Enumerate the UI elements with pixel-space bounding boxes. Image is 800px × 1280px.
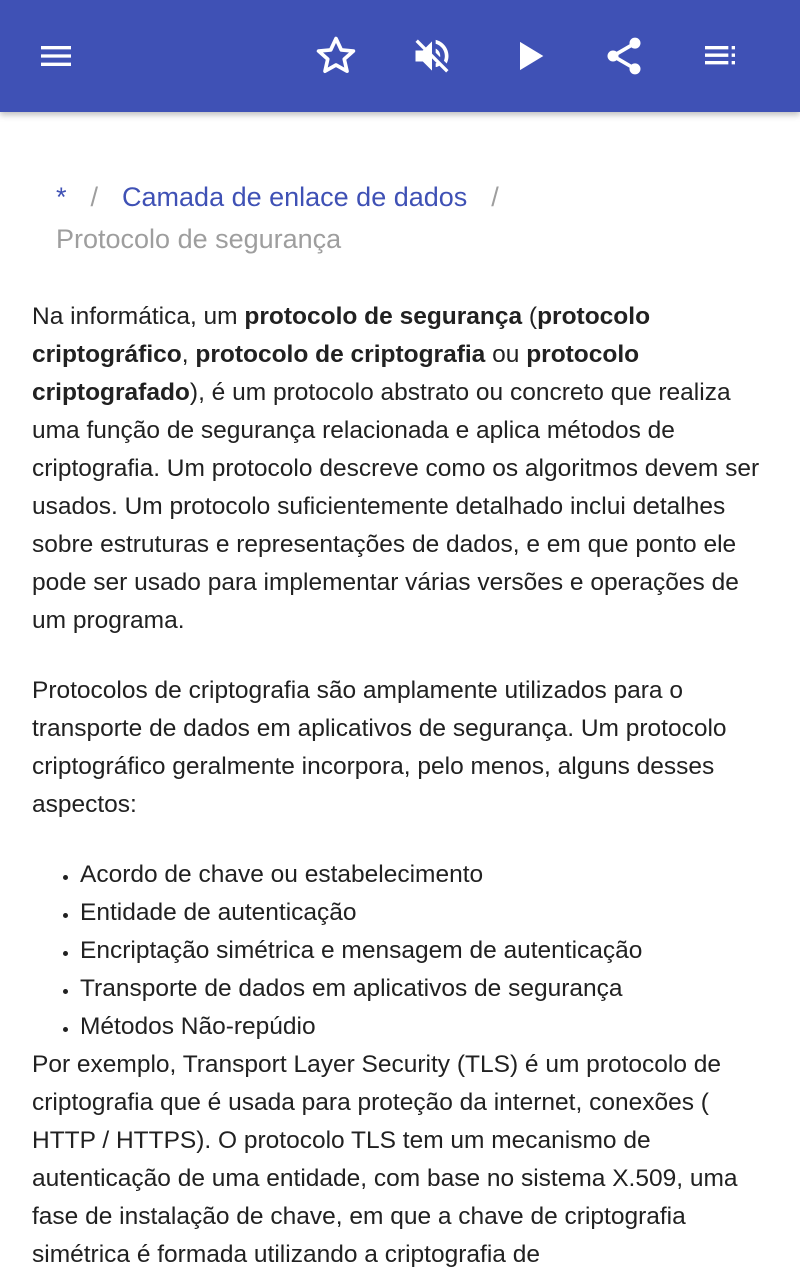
breadcrumb-root-link[interactable]: * xyxy=(56,182,67,212)
list-item: • Métodos Não-repúdio xyxy=(80,1008,772,1046)
share-button[interactable] xyxy=(596,28,652,84)
bold-term: protocolo de segurança xyxy=(244,303,523,330)
bold-term: protocolo de criptografia xyxy=(195,341,486,368)
list-item: • Encriptação simétrica e mensagem de autenticação xyxy=(80,932,772,970)
menu-button[interactable] xyxy=(28,28,84,84)
text-run: , xyxy=(181,341,196,368)
paragraph-example: Por exemplo, Transport Layer Security (TLS) é um protocolo de criptografia que é usada para proteção da internet, conexões ( HTTP / HTTPS). O protocolo TLS tem um mecanismo de autenticação de uma entidade, com base no sistema X.509, uma fase de instalação de chave, em que a chave de criptografia simétrica é formada utilizando a criptografia de xyxy=(32,1051,738,1268)
list-item: • Transporte de dados em aplicativos de segurança xyxy=(80,970,772,1008)
text-run: ou xyxy=(485,341,527,368)
list-item: • Acordo de chave ou estabelecimento xyxy=(80,856,772,894)
text-run: Na informática, um xyxy=(32,303,245,330)
bookmark-button[interactable] xyxy=(308,28,364,84)
play-icon xyxy=(510,36,550,76)
aspects-list xyxy=(32,856,772,1046)
share-icon xyxy=(602,34,646,78)
star-outline-icon xyxy=(314,34,358,78)
breadcrumb-current: Protocolo de segurança xyxy=(56,224,342,254)
text-run: ), é um protocolo abstrato ou concreto que realiza uma função de segurança relacionada e aplica métodos de criptografia. Um protocolo descreve como os algoritmos devem ser usados. Um protocolo suficientemente detalhado inclui detalhes sobre estruturas e representações de dados, e em que ponto ele pode ser usado para implementar várias versões e operações de um programa. xyxy=(32,379,760,634)
breadcrumb-parent-link[interactable]: Camada de enlace de dados xyxy=(122,182,468,212)
paragraph-usage: Protocolos de criptografia são amplamente utilizados para o transporte de dados em aplicativos de segurança. Um protocolo criptográfico geralmente incorpora, pelo menos, alguns desses aspectos: xyxy=(32,677,727,818)
bold-term: protocolo criptográfico xyxy=(32,303,651,368)
breadcrumb-separator: / xyxy=(491,182,499,212)
menu-icon xyxy=(36,36,76,76)
article-body xyxy=(32,298,772,1274)
bold-term: protocolo criptografado xyxy=(32,341,640,406)
app-bar xyxy=(0,0,800,112)
text-run: ( xyxy=(522,303,538,330)
breadcrumb xyxy=(56,176,756,260)
volume-off-icon xyxy=(410,34,454,78)
contents-button[interactable] xyxy=(692,28,748,84)
mute-button[interactable] xyxy=(404,28,460,84)
toc-icon xyxy=(700,36,740,76)
breadcrumb-separator: / xyxy=(90,182,99,212)
play-button[interactable] xyxy=(502,28,558,84)
paragraph-intro xyxy=(32,298,772,640)
list-item: • Entidade de autenticação xyxy=(80,894,772,932)
article-content xyxy=(0,112,800,1280)
